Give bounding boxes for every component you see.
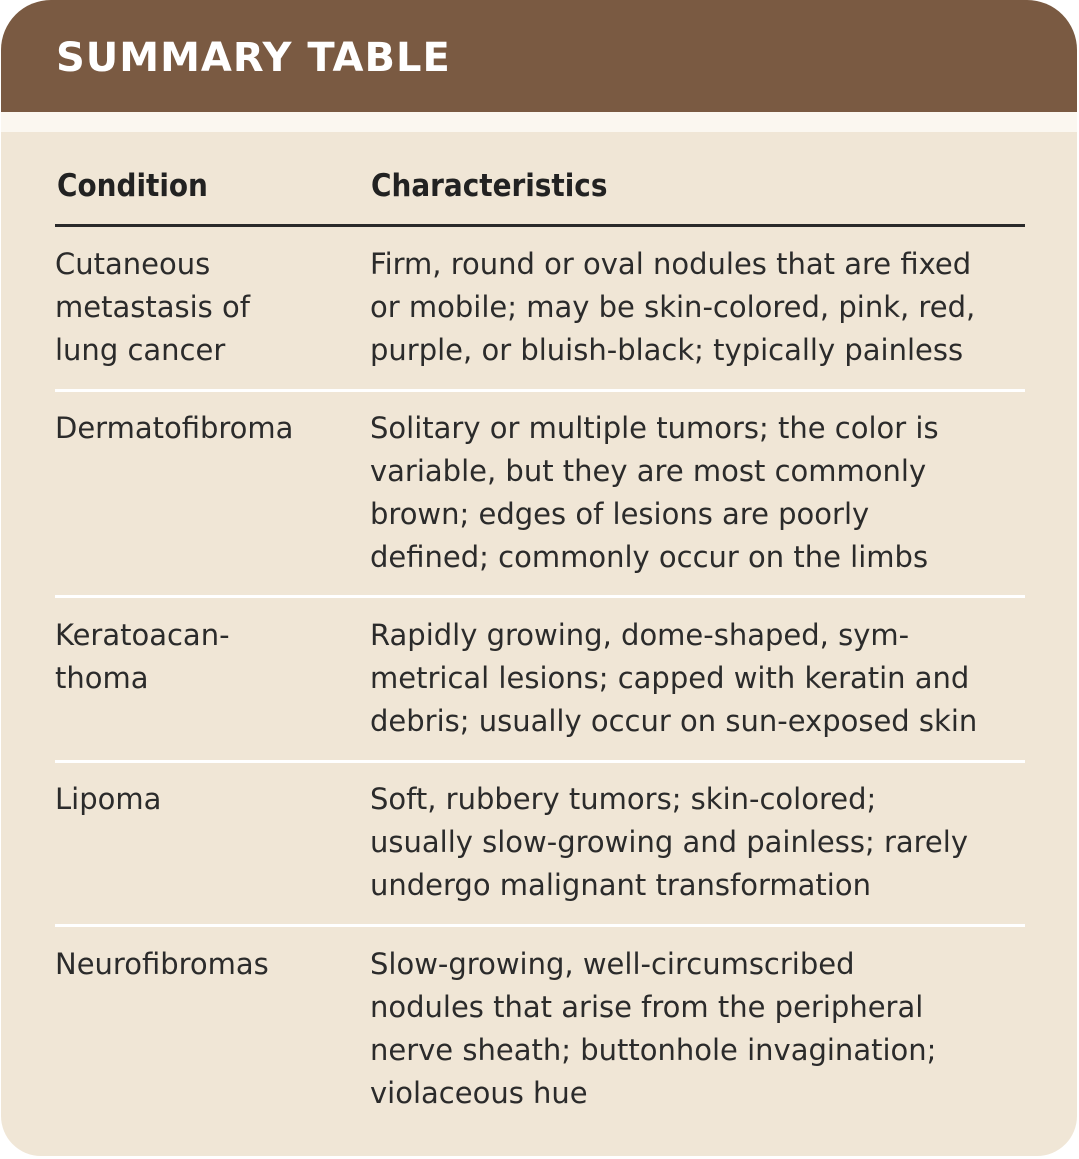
condition-cell: [55, 943, 269, 986]
text-line: lung cancer: [55, 333, 226, 367]
header-condition: Condition: [57, 168, 208, 204]
text-line: metrical lesions; capped with keratin and: [370, 661, 970, 695]
text-line: nerve sheath; buttonhole invagination;: [370, 1033, 937, 1067]
characteristics-cell: [370, 243, 975, 372]
text-line: variable, but they are most commonly: [370, 454, 927, 488]
condition-cell: [55, 243, 250, 372]
text-line: Firm, round or oval nodules that are fixed: [370, 247, 972, 281]
title-banner: [1, 0, 1077, 112]
table-row: [55, 778, 1025, 927]
text-line: Keratoacan-: [55, 618, 230, 652]
text-line: debris; usually occur on sun-exposed skin: [370, 704, 978, 738]
text-line: Slow-growing, well-circumscribed: [370, 947, 855, 981]
text-line: brown; edges of lesions are poorly: [370, 497, 870, 531]
text-line: Dermatofibroma: [55, 411, 294, 445]
text-line: metastasis of: [55, 290, 250, 324]
text-line: defined; commonly occur on the limbs: [370, 540, 929, 574]
text-line: Neurofibromas: [55, 947, 269, 981]
text-line: Cutaneous: [55, 247, 211, 281]
table-row: [55, 243, 1025, 392]
summary-table-card: [1, 0, 1077, 1156]
table-title: SUMMARY TABLE: [56, 35, 451, 81]
characteristics-cell: [370, 407, 939, 579]
text-line: undergo malignant transformation: [370, 868, 871, 902]
text-line: violaceous hue: [370, 1076, 588, 1110]
text-line: purple, or bluish-black; typically painless: [370, 333, 964, 367]
table-header-row: [55, 160, 1025, 227]
characteristics-cell: [370, 778, 968, 907]
text-line: Rapidly growing, dome-shaped, sym-: [370, 618, 910, 652]
text-line: or mobile; may be skin-colored, pink, red,: [370, 290, 976, 324]
text-line: nodules that arise from the peripheral: [370, 990, 924, 1024]
characteristics-cell: [370, 943, 936, 1115]
table-row: [55, 943, 1025, 1123]
table-row: [55, 407, 1025, 598]
table-row: [55, 614, 1025, 763]
text-line: thoma: [55, 661, 149, 695]
text-line: Soft, rubbery tumors; skin-colored;: [370, 782, 877, 816]
text-line: Solitary or multiple tumors; the color is: [370, 411, 939, 445]
condition-cell: [55, 614, 230, 700]
characteristics-cell: [370, 614, 977, 743]
banner-divider: [1, 112, 1077, 132]
header-characteristics: Characteristics: [371, 168, 608, 204]
condition-cell: [55, 407, 293, 450]
text-line: Lipoma: [55, 782, 162, 816]
condition-cell: [55, 778, 161, 821]
text-line: usually slow-growing and painless; rarely: [370, 825, 968, 859]
